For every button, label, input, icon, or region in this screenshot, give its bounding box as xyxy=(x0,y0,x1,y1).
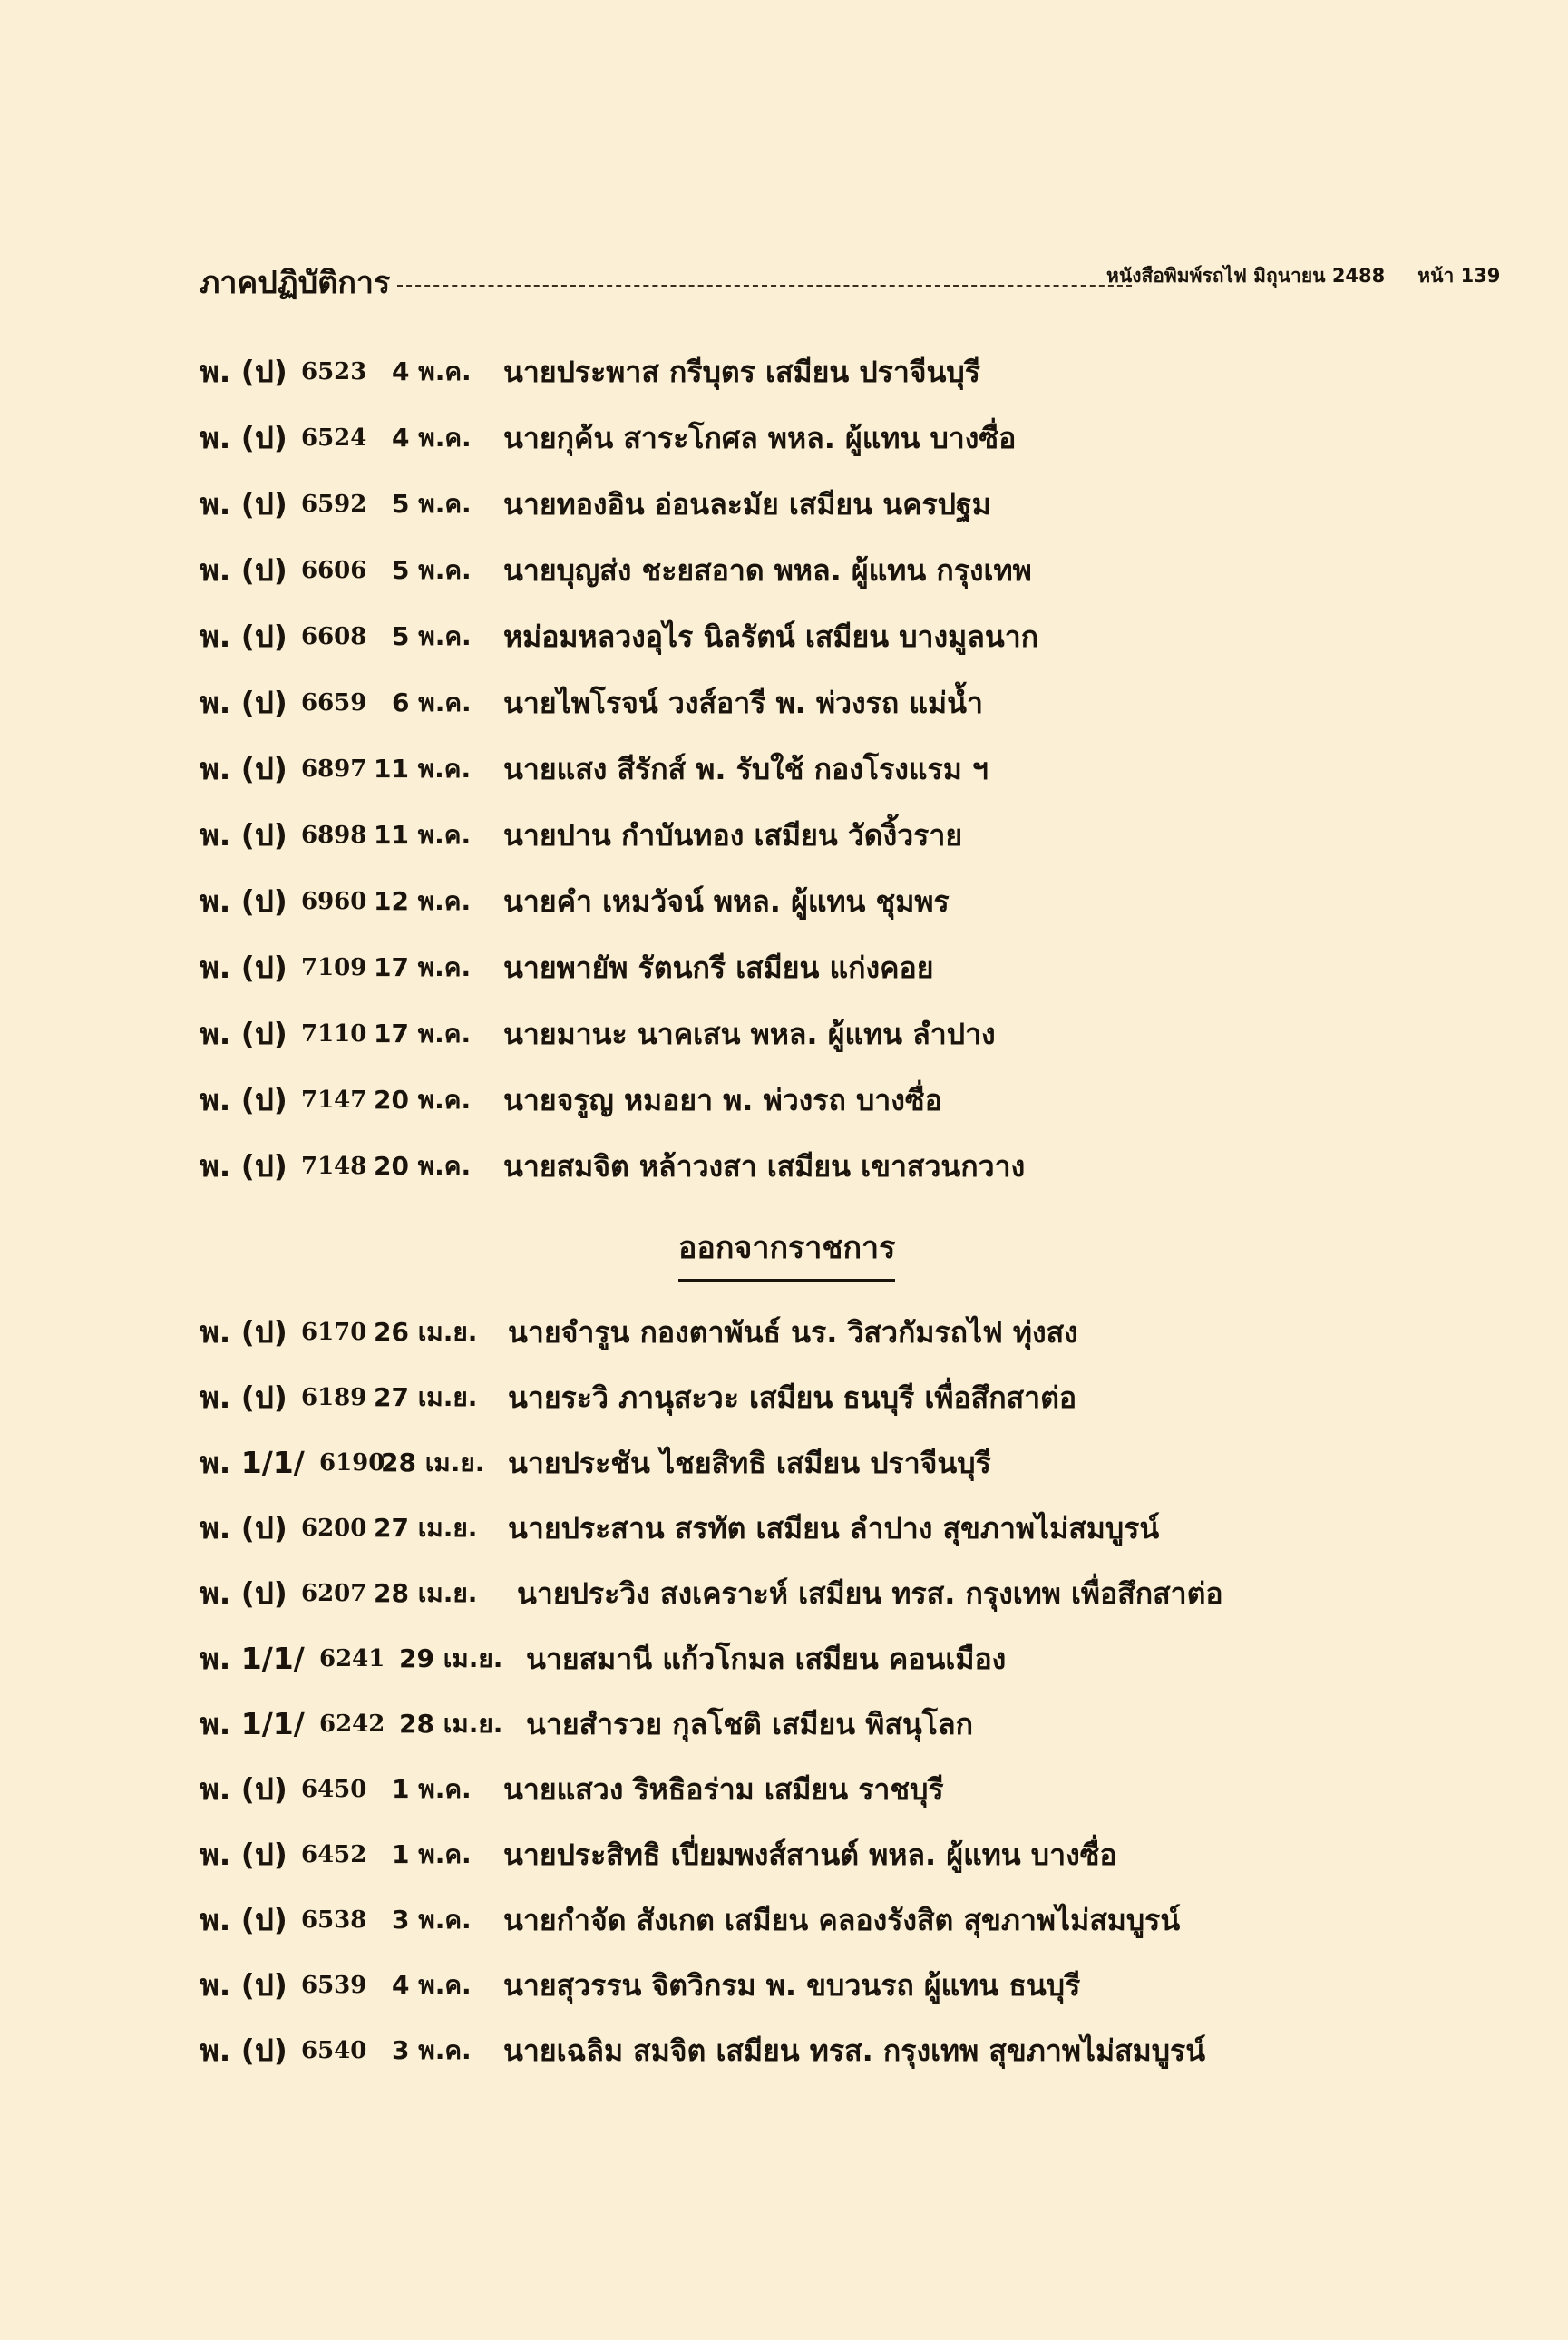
entry-date: 3 พ.ค. xyxy=(392,1905,472,1935)
entry-date: 27 เม.ย. xyxy=(374,1513,478,1543)
entry-prefix: พ. (ป) xyxy=(200,1016,287,1051)
entry-prefix: พ. (ป) xyxy=(200,486,287,522)
entry-number: 6207 xyxy=(301,1580,367,1607)
entry-number: 6200 xyxy=(301,1515,367,1542)
entry-number: 6242 xyxy=(319,1711,385,1738)
header-divider xyxy=(397,285,1132,287)
entry-date: 20 พ.ค. xyxy=(374,1085,472,1115)
entry-number: 6189 xyxy=(301,1384,367,1411)
entry-prefix: พ. (ป) xyxy=(200,751,287,786)
entry-number: 6960 xyxy=(301,888,367,915)
entry-date: 1 พ.ค. xyxy=(392,1839,472,1869)
entry-date: 4 พ.ค. xyxy=(392,1970,472,2000)
page-header xyxy=(200,252,1501,301)
entry-prefix: พ. (ป) xyxy=(200,420,287,455)
entry-text: นายกำจัด สังเกต เสมียน คลองรังสิต สุขภาพไม่สมบูรน์ xyxy=(503,1903,1181,1937)
entry-prefix: พ. (ป) xyxy=(200,1380,287,1415)
entry-text: นายแสวง ริหธิอร่าม เสมียน ราชบุรี xyxy=(503,1772,944,1807)
entry-date: 28 เม.ย. xyxy=(374,1578,478,1608)
entry-text: นายสุวรรน จิตวิกรม พ. ขบวนรถ ผู้แทน ธนบุรี xyxy=(503,1968,1081,2003)
entry-date: 27 เม.ย. xyxy=(374,1382,478,1412)
entry-number: 6538 xyxy=(301,1906,367,1934)
entry-text: นายสมจิต หล้าวงสา เสมียน เขาสวนกวาง xyxy=(503,1149,1026,1184)
entry-text: นายปาน กำบันทอง เสมียน วัดงิ้วราย xyxy=(503,818,963,853)
entry-number: 6608 xyxy=(301,623,367,650)
entry-prefix: พ. (ป) xyxy=(200,685,287,720)
entry-text: นายกุค้น สาระโกศล พหล. ผู้แทน บางซื่อ xyxy=(503,421,1017,455)
entry-number: 6241 xyxy=(319,1645,385,1672)
entry-date: 3 พ.ค. xyxy=(392,2035,472,2065)
entry-text: นายประวิง สงเคราะห์ เสมียน ทรส. กรุงเทพ เพื่อสึกสาต่อ xyxy=(517,1576,1223,1611)
entry-date: 17 พ.ค. xyxy=(374,1019,472,1048)
entry-prefix: พ. (ป) xyxy=(200,817,287,853)
entry-date: 11 พ.ค. xyxy=(374,820,472,850)
entry-date: 17 พ.ค. xyxy=(374,952,472,982)
entry-prefix: พ. 1/1/ xyxy=(200,1641,305,1676)
entry-prefix: พ. (ป) xyxy=(200,1314,287,1350)
entry-text: นายสำรวย กุลโชติ เสมียน พิสนุโลก xyxy=(526,1707,973,1741)
entry-date: 5 พ.ค. xyxy=(392,621,472,651)
entry-text: นายแสง สีรักส์ พ. รับใช้ กองโรงแรม ฯ xyxy=(503,752,989,786)
entry-number: 6897 xyxy=(301,756,367,783)
entry-prefix: พ. 1/1/ xyxy=(200,1445,305,1480)
entry-number: 6452 xyxy=(301,1841,367,1868)
entry-text: นายพายัพ รัตนกรี เสมียน แก่งคอย xyxy=(503,951,934,985)
entry-number: 6450 xyxy=(301,1776,367,1803)
section-title: ภาคปฏิบัติการ xyxy=(200,265,391,301)
entry-text: นายประสาน สรทัต เสมียน ลำปาง สุขภาพไม่สมบูรน์ xyxy=(508,1511,1160,1545)
entry-number: 7110 xyxy=(301,1020,367,1048)
entry-date: 28 เม.ย. xyxy=(381,1448,485,1477)
entry-text: นายไพโรจน์ วงส์อารี พ. พ่วงรถ แม่น้ำ xyxy=(503,686,983,720)
entry-prefix: พ. (ป) xyxy=(200,354,287,389)
entry-prefix: พ. (ป) xyxy=(200,1771,287,1807)
entry-number: 6190 xyxy=(319,1449,385,1477)
section-heading: ออกจากราชการ xyxy=(678,1223,895,1282)
entry-prefix: พ. (ป) xyxy=(200,883,287,919)
entry-prefix: พ. (ป) xyxy=(200,552,287,588)
entry-text: นายทองอิน อ่อนละมัย เสมียน นครปฐม xyxy=(503,487,991,522)
entry-prefix: พ. (ป) xyxy=(200,950,287,985)
entry-text: นายมานะ นาคเสน พหล. ผู้แทน ลำปาง xyxy=(503,1017,996,1051)
entry-prefix: พ. (ป) xyxy=(200,1837,287,1872)
entry-number: 6540 xyxy=(301,2037,367,2064)
entry-number: 7147 xyxy=(301,1087,367,1114)
entry-date: 11 พ.ค. xyxy=(374,754,472,784)
entry-prefix: พ. (ป) xyxy=(200,2033,287,2068)
entry-date: 6 พ.ค. xyxy=(392,687,472,717)
publication-info xyxy=(1106,261,1500,291)
entry-date: 4 พ.ค. xyxy=(392,423,472,453)
entry-date: 12 พ.ค. xyxy=(374,886,472,916)
entry-prefix: พ. (ป) xyxy=(200,1575,287,1611)
entry-number: 7148 xyxy=(301,1153,367,1180)
entry-prefix: พ. 1/1/ xyxy=(200,1706,305,1741)
entry-date: 20 พ.ค. xyxy=(374,1151,472,1181)
entry-number: 6606 xyxy=(301,557,367,584)
page-number: หน้า 139 xyxy=(1417,265,1501,287)
entry-date: 26 เม.ย. xyxy=(374,1317,478,1347)
entry-text: นายเฉลิม สมจิต เสมียน ทรส. กรุงเทพ สุขภาพไม่สมบูรน์ xyxy=(503,2033,1206,2068)
entry-text: หม่อมหลวงอุไร นิลรัตน์ เสมียน บางมูลนาก xyxy=(503,619,1039,654)
entry-prefix: พ. (ป) xyxy=(200,1082,287,1117)
entry-number: 6592 xyxy=(301,491,367,518)
entry-number: 6898 xyxy=(301,822,367,849)
entry-text: นายประชัน ไชยสิทธิ เสมียน ปราจีนบุรี xyxy=(508,1446,991,1480)
entry-number: 6539 xyxy=(301,1972,367,1999)
entry-date: 5 พ.ค. xyxy=(392,489,472,519)
entry-text: นายประสิทธิ เปี่ยมพงส์สานต์ พหล. ผู้แทน บางซื่อ xyxy=(503,1838,1117,1872)
entry-text: นายประพาส กรีบุตร เสมียน ปราจีนบุรี xyxy=(503,355,980,389)
entry-text: นายคำ เหมวัจน์ พหล. ผู้แทน ชุมพร xyxy=(503,884,950,919)
entry-date: 1 พ.ค. xyxy=(392,1774,472,1804)
entry-date: 5 พ.ค. xyxy=(392,555,472,585)
entry-date: 28 เม.ย. xyxy=(399,1709,503,1739)
entry-date: 29 เม.ย. xyxy=(399,1643,503,1673)
entry-number: 7109 xyxy=(301,954,367,981)
entry-text: นายจำรูน กองตาพันธ์ นร. วิสวกัมรถไฟ ทุ่งสง xyxy=(508,1315,1078,1350)
entry-number: 6170 xyxy=(301,1319,367,1346)
entry-prefix: พ. (ป) xyxy=(200,619,287,654)
publication-name: หนังสือพิมพ์รถไฟ มิถุนายน 2488 xyxy=(1106,265,1386,287)
entry-prefix: พ. (ป) xyxy=(200,1967,287,2003)
entry-prefix: พ. (ป) xyxy=(200,1902,287,1937)
entry-number: 6659 xyxy=(301,689,367,717)
entry-text: นายจรูญ หมอยา พ. พ่วงรถ บางซื่อ xyxy=(503,1083,942,1117)
entry-text: นายระวิ ภานุสะวะ เสมียน ธนบุรี เพื่อสึกสาต่อ xyxy=(508,1380,1077,1415)
entry-prefix: พ. (ป) xyxy=(200,1510,287,1545)
entry-text: นายสมานี แก้วโกมล เสมียน คอนเมือง xyxy=(526,1642,1007,1676)
entry-date: 4 พ.ค. xyxy=(392,356,472,386)
entry-text: นายบุญส่ง ชะยสอาด พหล. ผู้แทน กรุงเทพ xyxy=(503,553,1032,588)
entry-number: 6524 xyxy=(301,424,367,452)
entry-number: 6523 xyxy=(301,358,367,385)
entry-prefix: พ. (ป) xyxy=(200,1148,287,1184)
